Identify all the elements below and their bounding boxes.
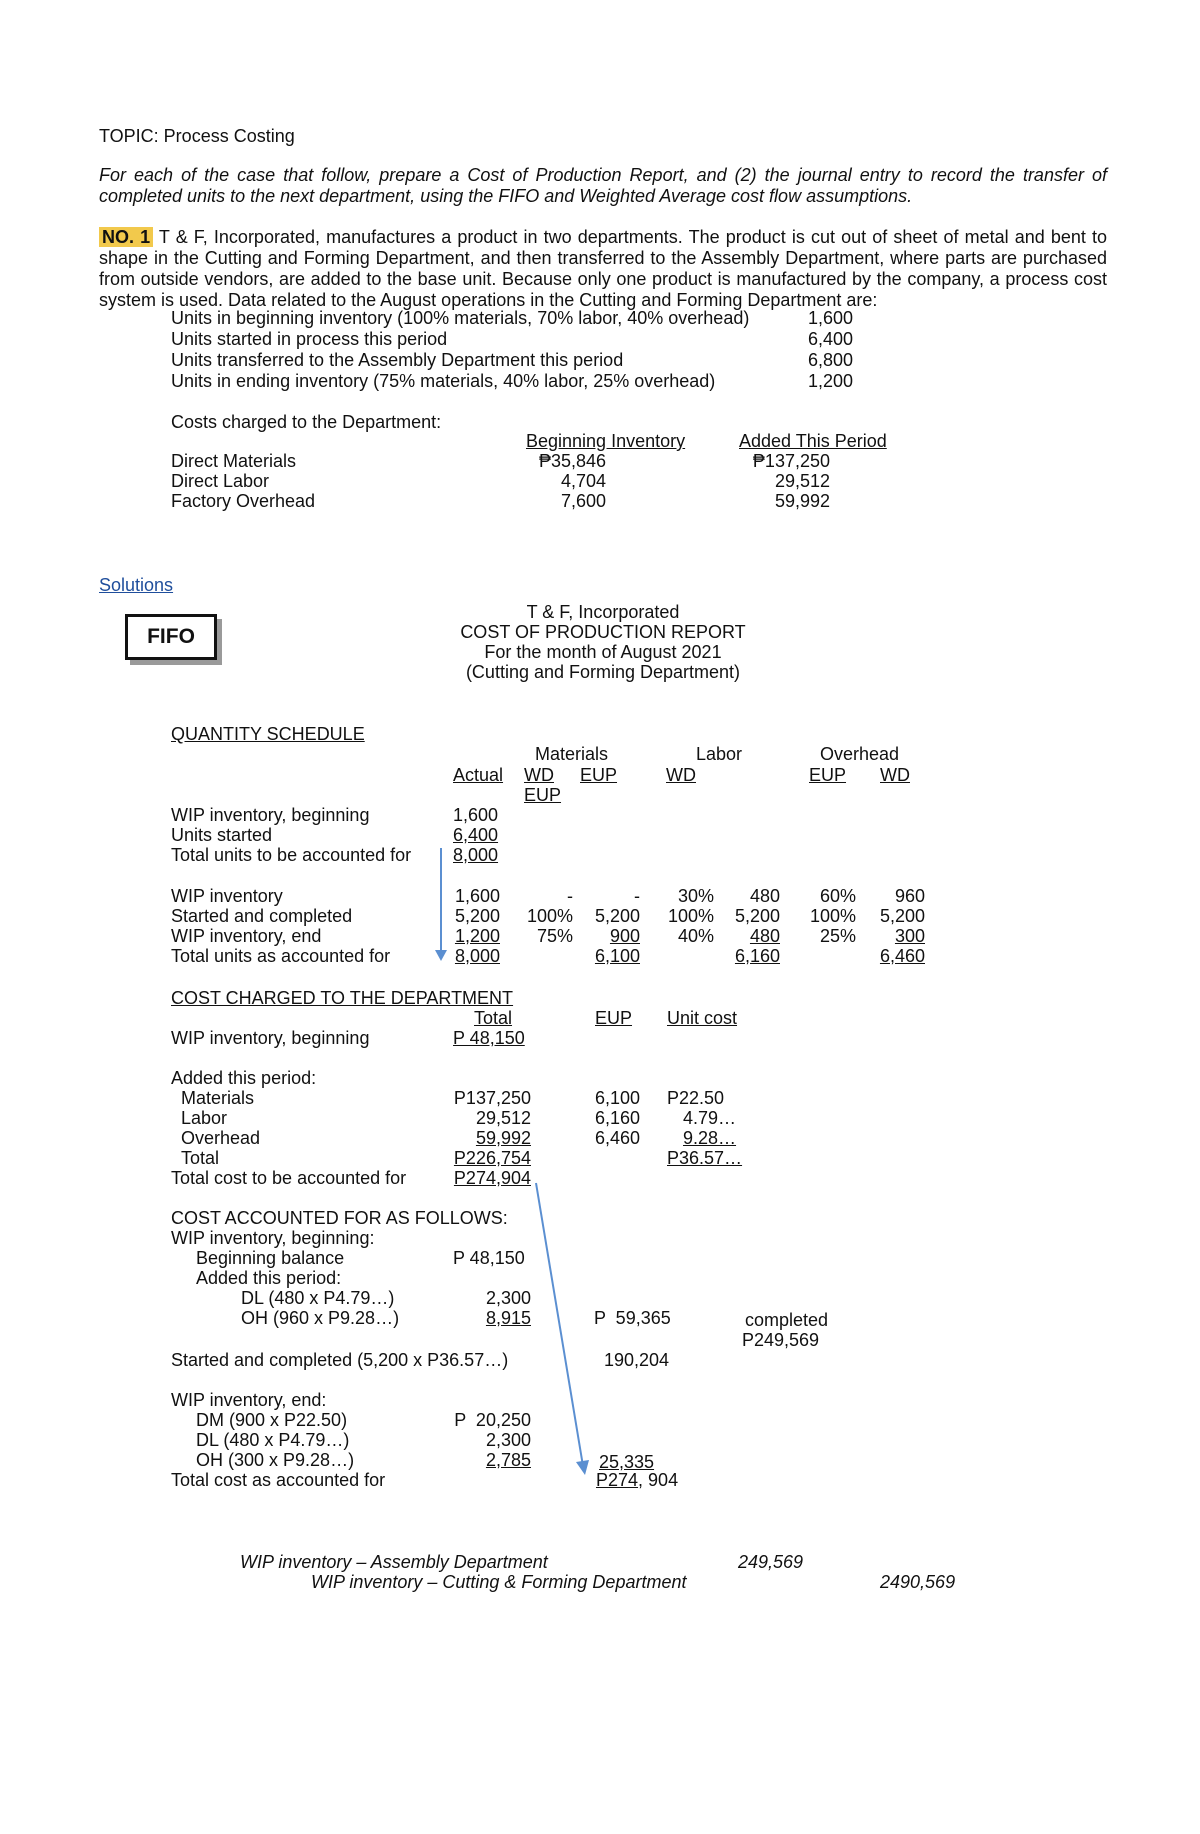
started-completed-label: Started and completed (5,200 x P36.57…) [171,1350,509,1370]
end-row-label-0: DM (900 x P22.50) [196,1410,348,1430]
topic-title: TOPIC: Process Costing [99,126,295,146]
cost-added-0: ₱137,250 [752,451,830,471]
units-arrow-head [435,950,447,961]
cost-added-2: 59,992 [774,491,830,511]
completed-value: P249,569 [742,1330,820,1350]
cc-header-total: Total [474,1008,513,1028]
total-accounted-label: Total cost as accounted for [171,1470,386,1490]
header-labor-wd: WD [666,765,696,785]
units-value-0: 1,600 [808,308,854,328]
header-eup-below: EUP [524,785,562,805]
solutions-link[interactable]: Solutions [99,575,174,595]
qty-top-actual-1: 6,400 [453,825,499,845]
cc-added-label: Added this period: [171,1068,317,1088]
qty-m-wd-0: - [567,886,573,906]
header-materials: Materials [535,744,609,764]
header-labor: Labor [696,744,743,764]
costs-title: Costs charged to the Department: [171,412,442,432]
report-title: COST OF PRODUCTION REPORT [460,622,746,642]
qty-m-wd-2: 75% [536,926,573,946]
qty-m-eup-2: 900 [609,926,640,946]
header-overhead: Overhead [820,744,900,764]
report-company: T & F, Incorporated [526,602,680,622]
qty-l-eup-3: 6,160 [734,946,780,966]
oh-value: 8,915 [485,1308,531,1328]
completed-label: completed [745,1310,829,1330]
qty-l-wd-1: 100% [667,906,714,926]
journal-debit-account: WIP inventory – Assembly Department [240,1552,548,1572]
qty-top-actual-2: 8,000 [453,845,499,865]
qty-label-2: WIP inventory, end [171,926,322,946]
qty-top-label-0: WIP inventory, beginning [171,805,370,825]
beg-balance-value: P 48,150 [453,1248,525,1268]
beg-balance-label: Beginning balance [196,1248,345,1268]
cost-beginning-2: 7,600 [560,491,606,511]
journal-credit-amount: 2490,569 [880,1572,956,1592]
cost-header-added: Added This Period [739,431,887,451]
units-label-3: Units in ending inventory (75% materials, 40% labor, 25% overhead) [171,371,716,391]
total-accounted-value-a: P274 [596,1470,639,1490]
oh-label: OH (960 x P9.28…) [241,1308,400,1328]
qty-l-wd-0: 30% [677,886,714,906]
accounted-added-label: Added this period: [196,1268,342,1288]
header-materials-eup: EUP [580,765,618,785]
qty-actual-0: 1,600 [454,886,500,906]
qty-label-3: Total units as accounted for [171,946,391,966]
header-materials-wd: WD [524,765,554,785]
cost-label-2: Factory Overhead [171,491,316,511]
cc-grand-total: P274,904 [453,1168,531,1188]
wip-end-subtotal: 25,335 [599,1452,655,1472]
cc-header-eup: EUP [595,1008,633,1028]
instructions: For each of the case that follow, prepare a Cost of Production Report, and (2) the journal entry to record the transfer of completed units to the next department, using the FIFO and Weighted Average cost flow assumptions. [99,165,1107,206]
total-accounted-value-b: , 904 [638,1470,679,1490]
dl-label: DL (480 x P4.79…) [241,1288,395,1308]
problem-number-badge: NO. 1 [99,227,153,247]
cost-label-1: Direct Labor [171,471,270,491]
qty-actual-2: 1,200 [454,926,500,946]
cost-arrow-head [576,1460,589,1475]
units-value-2: 6,800 [808,350,854,370]
accounted-wip-beg-label: WIP inventory, beginning: [171,1228,375,1248]
units-label-2: Units transferred to the Assembly Department this period [171,350,624,370]
qty-o-wd-0: 60% [819,886,856,906]
fifo-badge: FIFO [125,614,217,660]
problem-text: T & F, Incorporated, manufactures a product in two departments. The product is cut out of sheet of metal and bent to shape in the Cutting and Forming Department, and then transferred to the Assembly Department, where parts are purchased from outside vendors, are added to the base unit. Because only one product is manufactured by the company, a process cost system is used. Data related to the August operations in the Cutting and Forming Department are: [99,227,1108,310]
end-row-label-2: OH (300 x P9.28…) [196,1450,355,1470]
qty-o-eup-2: 300 [894,926,925,946]
header-overhead-wd: WD [880,765,910,785]
cc-row-total-2: 59,992 [475,1128,531,1148]
cc-row-unit-2: 9.28… [683,1128,737,1148]
cost-arrow-line [536,1183,583,1466]
qty-actual-1: 5,200 [454,906,500,926]
cc-row-total-0: P137,250 [453,1088,531,1108]
cc-row-eup-2: 6,460 [594,1128,640,1148]
qty-top-label-1: Units started [171,825,273,845]
units-label-1: Units started in process this period [171,329,448,349]
journal-credit-account: WIP inventory – Cutting & Forming Department [311,1572,687,1592]
qty-o-eup-1: 5,200 [879,906,925,926]
header-overhead-eup: EUP [809,765,847,785]
report-department: (Cutting and Forming Department) [465,662,741,682]
cc-wip-beginning-label: WIP inventory, beginning [171,1028,370,1048]
qty-label-0: WIP inventory [171,886,283,906]
qty-label-1: Started and completed [171,906,353,926]
cc-row-total-3: P226,754 [453,1148,531,1168]
end-row-label-1: DL (480 x P4.79…) [196,1430,350,1450]
qty-l-eup-0: 480 [749,886,780,906]
cost-beginning-0: ₱35,846 [538,451,606,471]
qty-m-wd-1: 100% [526,906,573,926]
units-value-1: 6,400 [808,329,854,349]
cost-beginning-1: 4,704 [560,471,606,491]
cost-label-0: Direct Materials [171,451,297,471]
cc-row-label-0: Materials [181,1088,255,1108]
dl-value: 2,300 [485,1288,531,1308]
qty-m-eup-0: - [634,886,640,906]
cc-row-label-3: Total [181,1148,220,1168]
qty-l-eup-2: 480 [749,926,780,946]
units-label-0: Units in beginning inventory (100% materials, 70% labor, 40% overhead) [171,308,750,328]
cc-row-unit-0: P22.50 [667,1088,725,1108]
wip-beg-subtotal: P 59,365 [594,1308,671,1328]
qty-l-wd-2: 40% [677,926,714,946]
cc-row-label-2: Overhead [181,1128,261,1148]
qty-l-eup-1: 5,200 [734,906,780,926]
accounted-title: COST ACCOUNTED FOR AS FOLLOWS: [171,1208,508,1228]
end-row-value-1: 2,300 [485,1430,531,1450]
cc-wip-beginning-total: P 48,150 [453,1028,525,1048]
end-row-value-2: 2,785 [485,1450,531,1470]
journal-debit-amount: 249,569 [738,1552,804,1572]
qty-o-eup-3: 6,460 [879,946,925,966]
qty-o-wd-2: 25% [819,926,856,946]
qty-top-label-2: Total units to be accounted for [171,845,412,865]
qty-o-eup-0: 960 [894,886,925,906]
cc-header-unit-cost: Unit cost [667,1008,738,1028]
cc-row-total-1: 29,512 [475,1108,531,1128]
cc-grand-label: Total cost to be accounted for [171,1168,407,1188]
started-completed-value: 190,204 [604,1350,670,1370]
cc-row-unit-3: P36.57… [667,1148,743,1168]
qty-actual-3: 8,000 [454,946,500,966]
cost-charged-title: COST CHARGED TO THE DEPARTMENT [171,988,514,1008]
cc-row-eup-0: 6,100 [594,1088,640,1108]
qty-o-wd-1: 100% [809,906,856,926]
end-row-value-0: P 20,250 [454,1410,531,1430]
qty-top-actual-0: 1,600 [453,805,499,825]
qty-m-eup-3: 6,100 [594,946,640,966]
units-value-3: 1,200 [808,371,854,391]
cc-row-unit-1: 4.79… [683,1108,737,1128]
cost-header-beginning: Beginning Inventory [526,431,686,451]
quantity-schedule-title: QUANTITY SCHEDULE [171,724,365,744]
header-actual: Actual [453,765,504,785]
cc-row-label-1: Labor [181,1108,228,1128]
cost-added-1: 29,512 [774,471,830,491]
wip-end-label: WIP inventory, end: [171,1390,327,1410]
cc-row-eup-1: 6,160 [594,1108,640,1128]
report-period: For the month of August 2021 [484,642,722,662]
qty-m-eup-1: 5,200 [594,906,640,926]
